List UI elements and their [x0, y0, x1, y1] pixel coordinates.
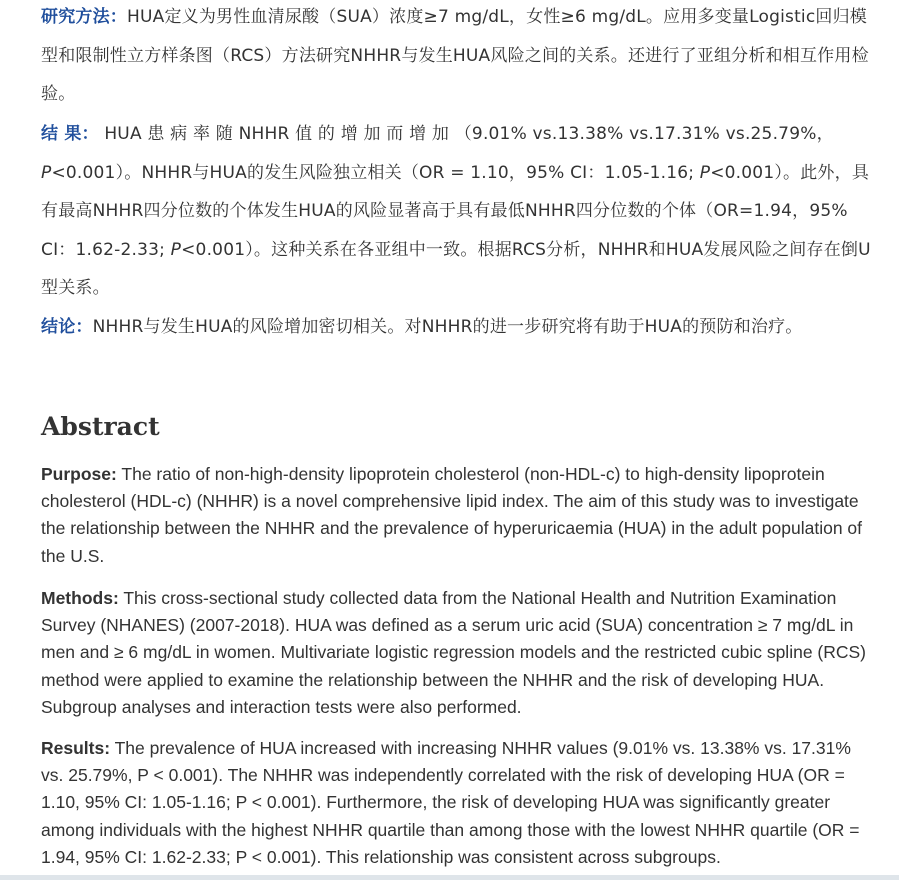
zh-conclusion-text: NHHR与发生HUA的风险增加密切相关。对NHHR的进一步研究将有助于HUA的预防和治疗。: [92, 317, 803, 337]
zh-results-text-4: <0.001）。这种关系在各亚组中一致。根据RCS分析，NHHR和HUA发展风险之间存在倒U型关系。: [41, 239, 871, 298]
abstract-results-text: The prevalence of HUA increased with increasing NHHR values (9.01% vs. 13.38% vs. 17.31% vs. 25.79%, P < 0.001). The NHHR was independently correlated with the risk of developing HUA (OR = 1.10, 95% CI: 1.05-1.16; P < 0.001). Furthermore, the risk of developing HUA was significantly greater among individuals with the highest NHHR quartile than among those with the lowest NHHR quartile (OR = 1.94, 95% CI: 1.62-2.33; P < 0.001). This relationship was consistent across subgroups.: [41, 738, 860, 867]
abstract-purpose-label: Purpose:: [41, 464, 117, 484]
zh-results-p-2: P: [699, 162, 711, 183]
zh-conclusion-label: 结论：: [41, 317, 93, 337]
zh-results-p-3: P: [170, 239, 182, 260]
zh-results-label: 结 果：: [41, 124, 99, 144]
zh-results-text-1: HUA 患 病 率 随 NHHR 值 的 增 加 而 增 加 （9.01% vs.13.38% vs.17.31% vs.25.79%，: [98, 124, 834, 144]
abstract-purpose-text: The ratio of non-high-density lipoprotein cholesterol (non-HDL-c) to high-density lipoprotein cholesterol (HDL-c) (NHHR) is a novel comprehensive lipid index. The aim of this study was to investigate the relationship between the NHHR and the prevalence of hyperuricaemia (HUA) in the adult population of the U.S.: [41, 464, 863, 566]
zh-results-paragraph: [41, 115, 871, 308]
zh-results-p-1: P: [41, 162, 52, 183]
abstract-methods-label: Methods:: [41, 588, 119, 608]
zh-methods-paragraph: [41, 0, 871, 114]
zh-results-text-3: <0.001）。此外，具有最高NHHR四分位数的个体发生HUA的风险显著高于具有最低NHHR四分位数的个体（OR=1.94，95% CI：1.62-2.33;: [41, 162, 870, 260]
zh-methods-label: 研究方法：: [41, 7, 127, 27]
abstract-methods-paragraph: [41, 585, 871, 721]
abstract-purpose-paragraph: [41, 461, 871, 570]
zh-conclusion-paragraph: [41, 308, 871, 347]
abstract-results-label: Results:: [41, 738, 111, 758]
abstract-methods-text: This cross-sectional study collected data from the National Health and Nutrition Examination Survey (NHANES) (2007-2018). HUA was defined as a serum uric acid (SUA) concentration ≥ 7 mg/dL in men and ≥ 6 mg/dL in women. Multivariate logistic regression models and the restricted cubic spline (RCS) method were applied to examine the relationship between the NHHR and the risk of developing HUA. Subgroup analyses and interaction tests were also performed.: [41, 588, 867, 717]
zh-methods-text: HUA定义为男性血清尿酸（SUA）浓度≥7 mg/dL，女性≥6 mg/dL。应用多变量Logistic回归模型和限制性立方样条图（RCS）方法研究NHHR与发生HUA风险之间的关系。还进行了亚组分析和相互作用检验。: [41, 7, 869, 104]
abstract-heading: Abstract: [41, 412, 160, 441]
zh-results-text-2: <0.001）。NHHR与HUA的发生风险独立相关（OR = 1.10，95% CI：1.05-1.16;: [51, 162, 700, 183]
bottom-scroll-bar: [0, 875, 899, 880]
abstract-results-paragraph: [41, 735, 871, 871]
